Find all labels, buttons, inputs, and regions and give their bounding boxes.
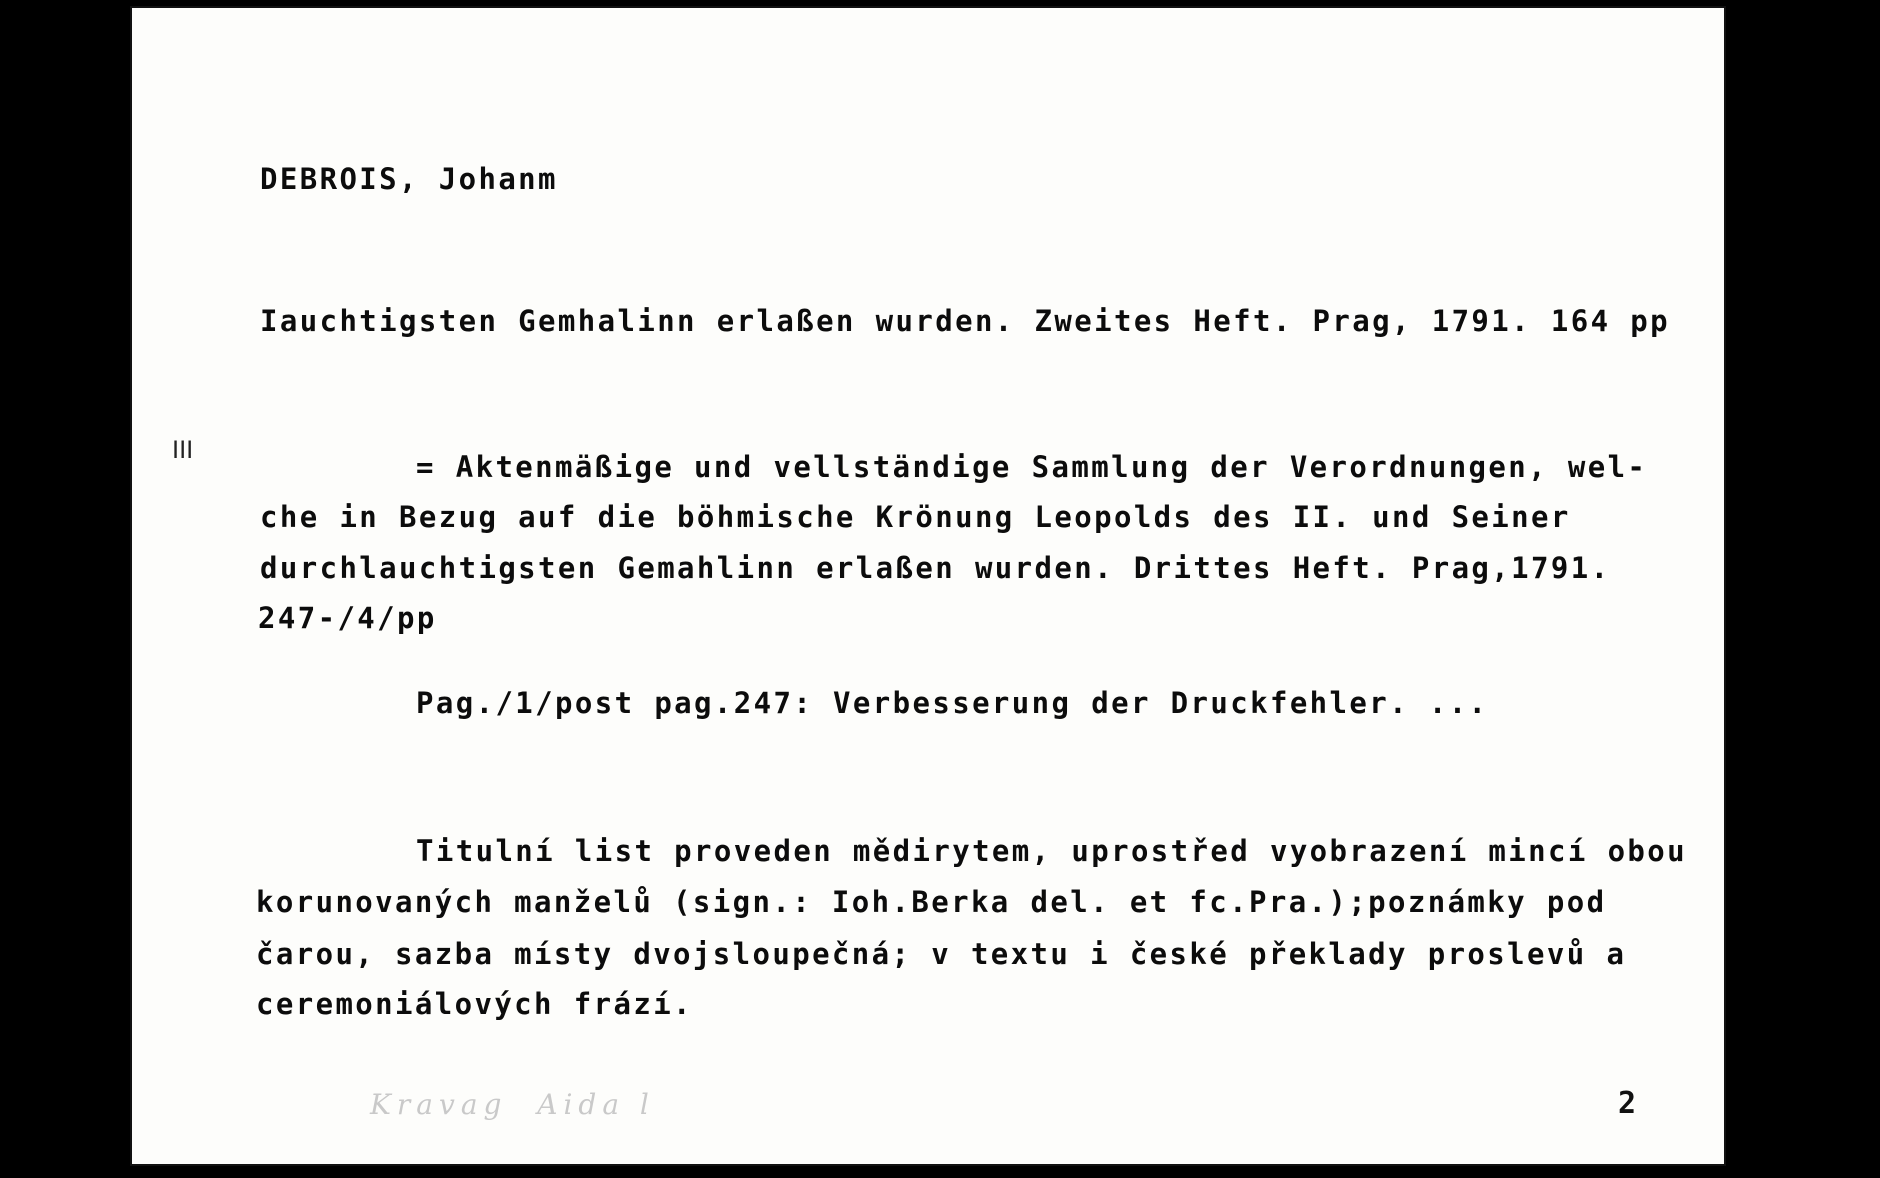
- volume-line-4: 247-/4/pp: [258, 601, 437, 635]
- description-line-1: Titulní list proveden mědirytem, uprostřed vyobrazení mincí obou: [416, 834, 1688, 868]
- card-heading: DEBROIS, Johanm: [260, 162, 558, 196]
- page-number: 2: [1618, 1086, 1637, 1121]
- volume-line-2: che in Bezug auf die böhmische Krönung Leopolds des II. und Seiner: [260, 500, 1571, 534]
- description-line-4: ceremoniálových frází.: [256, 987, 693, 1021]
- volume-line-1: = Aktenmäßige und vellständige Sammlung der Verordnungen, wel-: [416, 450, 1648, 484]
- title-continuation-line: Iauchtigsten Gemhalinn erlaßen wurden. Zweites Heft. Prag, 1791. 164 pp: [260, 304, 1671, 338]
- description-line-2: korunovaných manželů (sign.: Ioh.Berka del. et fc.Pra.);poznámky pod: [256, 885, 1607, 919]
- catalog-card: [130, 6, 1726, 1166]
- pagination-note: Pag./1/post pag.247: Verbesserung der Druckfehler. ...: [416, 686, 1489, 720]
- description-line-3: čarou, sazba místy dvojsloupečná; v textu i české překlady proslevů a: [256, 937, 1627, 971]
- margin-mark: III: [172, 436, 194, 464]
- faint-pencil-note: Kravag Aida l: [370, 1088, 655, 1121]
- volume-line-3: durchlauchtigsten Gemahlinn erlaßen wurden. Drittes Heft. Prag,1791.: [260, 551, 1611, 585]
